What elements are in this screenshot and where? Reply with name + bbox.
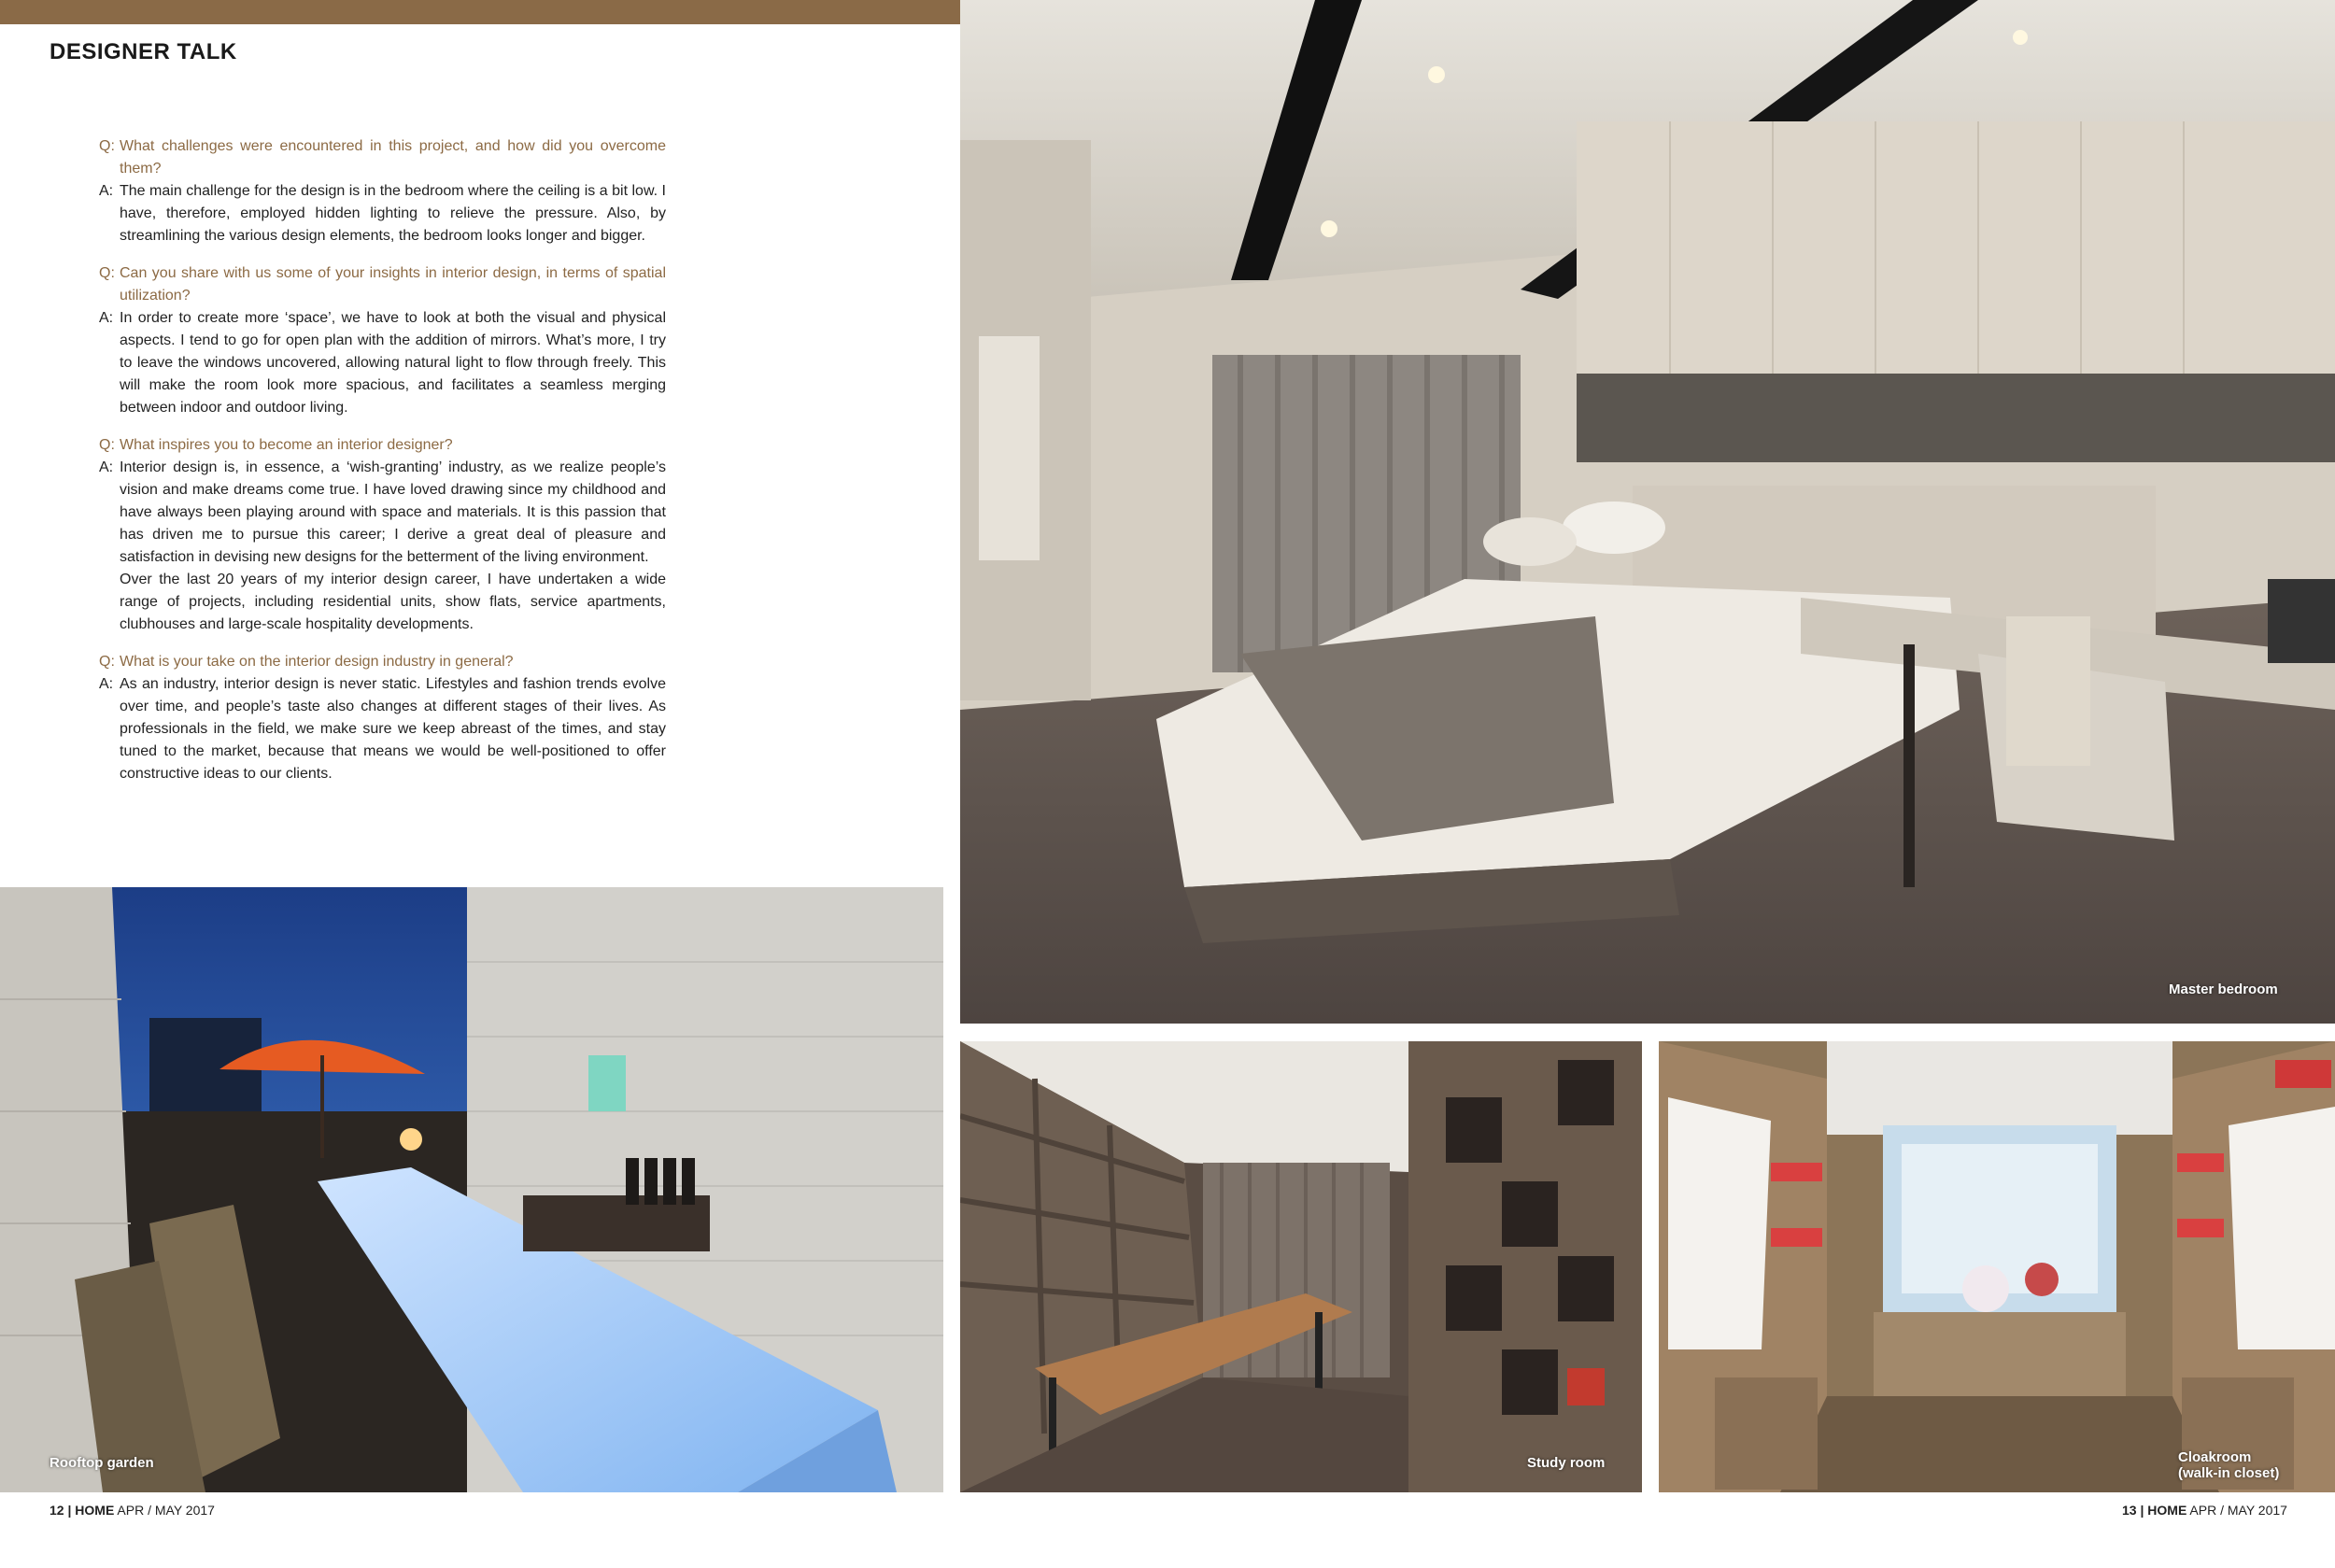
qa-block-1 xyxy=(99,135,666,247)
qa-block-2 xyxy=(99,262,666,419)
right-page-folio xyxy=(2122,1503,2287,1518)
master-bedroom-photo xyxy=(960,0,2335,1024)
left-page-folio xyxy=(50,1503,215,1518)
accent-bar xyxy=(0,0,960,24)
right-magazine-name: | HOME xyxy=(2140,1503,2187,1518)
question: Q: What is your take on the interior design industry in general? xyxy=(99,654,514,670)
section-title: DESIGNER TALK xyxy=(50,39,237,64)
left-page-number: 12 xyxy=(50,1503,64,1518)
rooftop-garden-caption: Rooftop garden xyxy=(50,1455,154,1471)
question: Q: What inspires you to become an interior designer? xyxy=(99,437,453,453)
cloakroom-photo xyxy=(1659,1041,2335,1492)
right-issue-date: APR / MAY 2017 xyxy=(2189,1503,2287,1518)
rooftop-garden-photo xyxy=(0,887,943,1492)
cloakroom-caption-line2: (walk-in closet) xyxy=(2178,1465,2280,1481)
answer: A: As an industry, interior design is never static. Lifestyles and fashion trends evolve over time, and people’s taste also changes at different stages of their lives. As professionals in the field, we make sure we keep abreast of the times, and stay tuned to the market, because that means we would be well-positioned to offer constructive ideas to our clients. xyxy=(99,676,666,782)
question: Q: Can you share with us some of your insights in interior design, in terms of spatial utilization? xyxy=(99,265,666,304)
left-magazine-name: | HOME xyxy=(67,1503,115,1518)
master-bedroom-caption: Master bedroom xyxy=(2169,982,2278,997)
qa-block-4 xyxy=(99,651,666,785)
study-room-caption: Study room xyxy=(1527,1455,1606,1471)
cloakroom-caption-line1: Cloakroom xyxy=(2178,1449,2252,1465)
interview-column xyxy=(99,135,666,800)
qa-block-3 xyxy=(99,434,666,636)
question: Q: What challenges were encountered in this project, and how did you overcome them? xyxy=(99,138,666,177)
right-page-number: 13 xyxy=(2122,1503,2137,1518)
answer-continued: Over the last 20 years of my interior design career, I have undertaken a wide range of projects, including residential units, show flats, service apartments, clubhouses and large-scale hospitality developments. xyxy=(120,572,666,632)
left-issue-date: APR / MAY 2017 xyxy=(117,1503,215,1518)
answer: A: The main challenge for the design is in the bedroom where the ceiling is a bit low. I have, therefore, employed hidden lighting to relieve the pressure. Also, by streamlining the various design elements, the bedroom looks longer and bigger. xyxy=(99,183,666,244)
cloakroom-caption xyxy=(2178,1449,2279,1481)
answer: A: In order to create more ‘space’, we have to look at both the visual and physical aspects. I tend to go for open plan with the addition of mirrors. What’s more, I try to leave the windows uncovered, allowing natural light to flow through freely. This will make the room look more spacious, and facilitates a seamless merging between indoor and outdoor living. xyxy=(99,310,666,416)
answer: A: Interior design is, in essence, a ‘wish-granting’ industry, as we realize people’s vision and make dreams come true. I have loved drawing since my childhood and have always been playing around with space and materials. It is this passion that has driven me to pursue this career; I derive a great deal of pleasure and satisfaction in devising new designs for the betterment of the living environment. xyxy=(99,459,666,565)
study-room-photo xyxy=(960,1041,1642,1492)
